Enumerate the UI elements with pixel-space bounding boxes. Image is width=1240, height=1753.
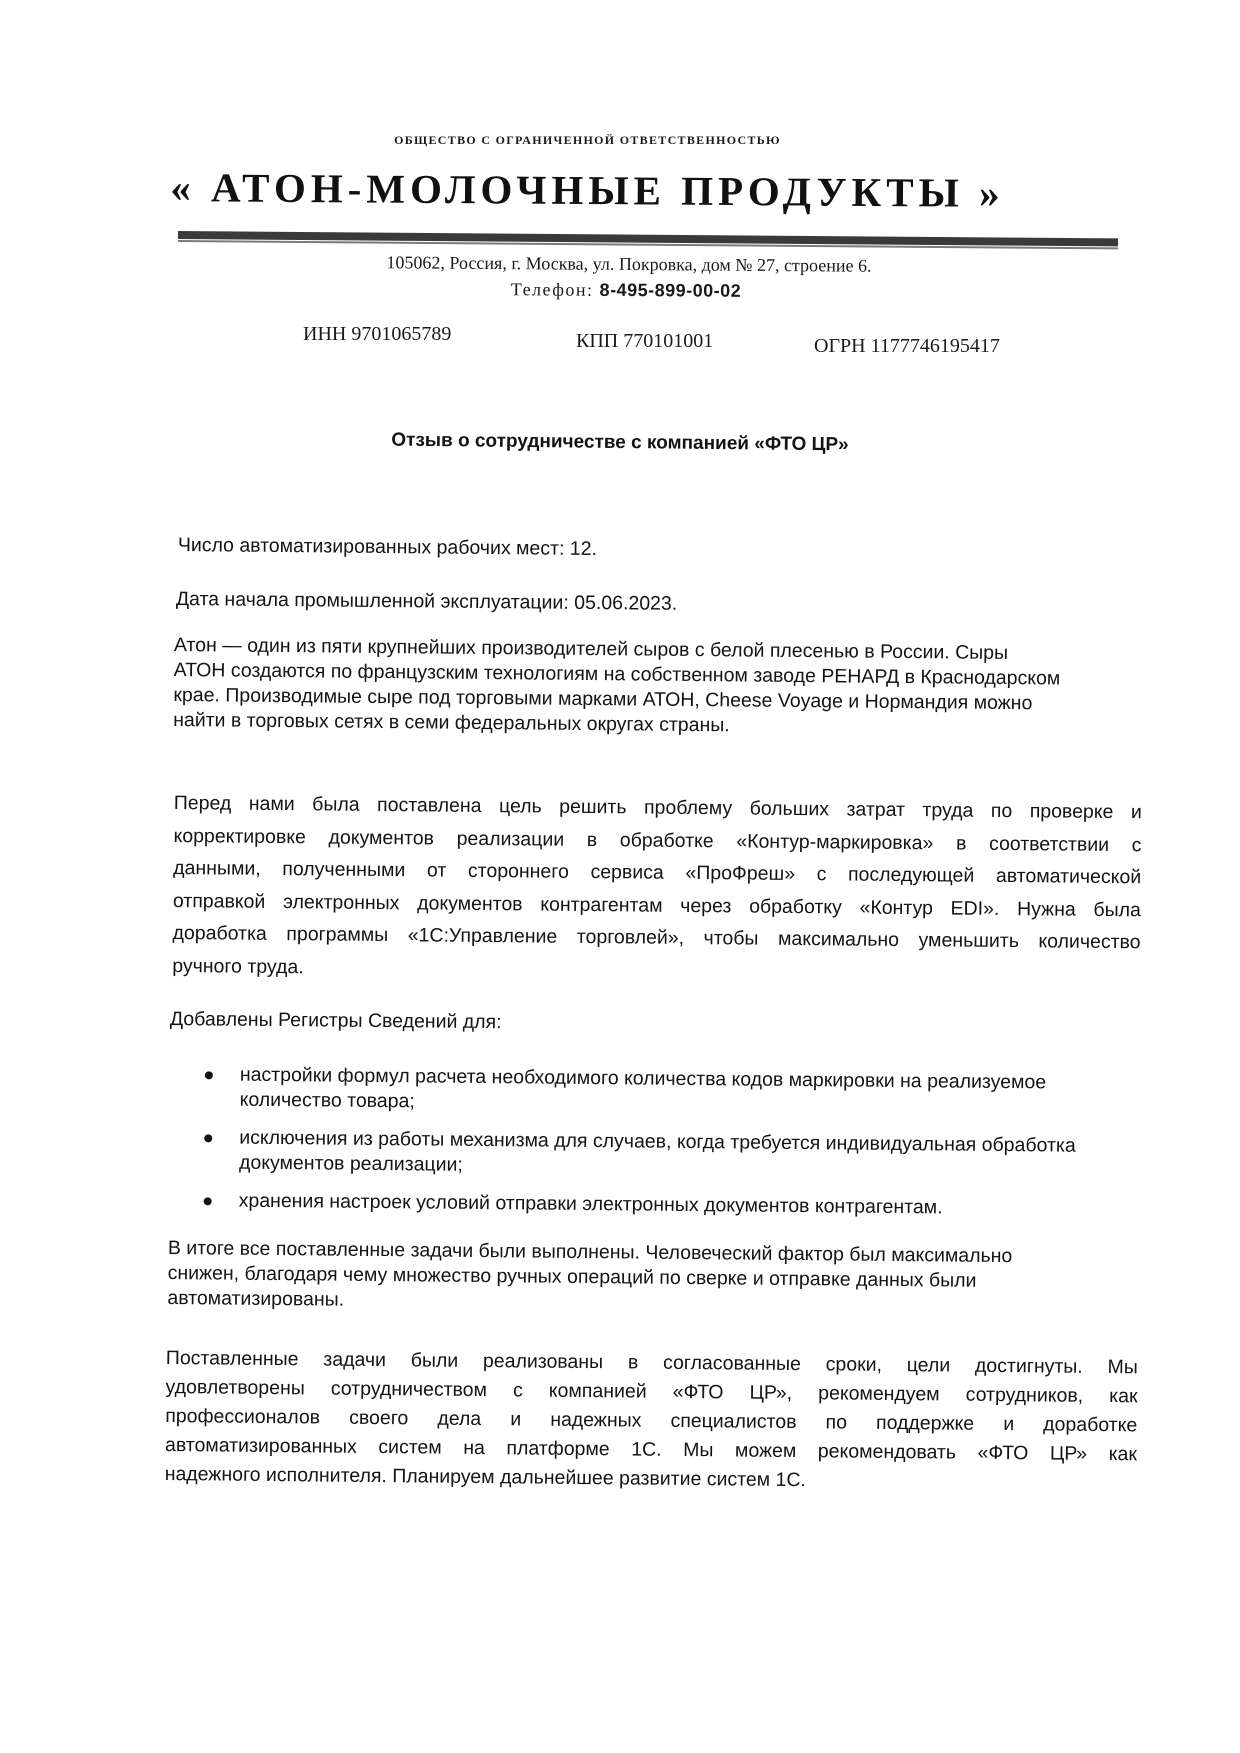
document-title: Отзыв о сотрудничестве с компанией «ФТО ЦР» xyxy=(391,429,849,456)
paragraph-line: профессионалов своего дела и надежных специалистов по поддержке и доработке xyxy=(165,1404,1138,1437)
paragraph-line: ручного труда. xyxy=(172,954,304,978)
bullet-icon xyxy=(205,1071,213,1079)
paragraph-about-aton xyxy=(173,633,1174,743)
paragraph-line: Перед нами была поставлена цель решить проблему больших затрат труда по проверке и xyxy=(173,791,1142,824)
paragraph-line: автоматизированных систем на платформе 1С. Мы можем рекомендовать «ФТО ЦР» как xyxy=(164,1433,1138,1466)
list-item xyxy=(171,1125,1143,1184)
organization-legal-form: ОБЩЕСТВО С ОГРАНИЧЕННОЙ ОТВЕТСТВЕННОСТЬЮ xyxy=(394,133,781,147)
paragraph-line: отправкой электронных документов контрагентам через обработку «Контур EDI». Нужна была xyxy=(172,889,1141,921)
paragraph-line: автоматизированы. xyxy=(167,1286,345,1311)
phone-label: Телефон: xyxy=(510,279,594,300)
paragraph-result xyxy=(167,1236,1128,1320)
paragraph-line: В итоге все поставленные задачи были выполнены. Человеческий фактор был максимально xyxy=(167,1237,1013,1268)
paragraph-line: данными, полученными от стороннего сервиса «ПроФреш» с последующей автоматической xyxy=(173,856,1142,889)
paragraph-conclusion xyxy=(165,1344,1138,1498)
list-item-text: хранения настроек условий отправки электронных документов контрагентам. xyxy=(238,1189,943,1219)
paragraph-line: корректировке документов реализации в обработке «Контур-маркировка» в соответствии с xyxy=(173,824,1142,856)
organization-address: 105062, Россия, г. Москва, ул. Покровка, дом № 27, строение 6. xyxy=(386,252,872,276)
paragraph-goal xyxy=(172,787,1142,991)
paragraph-line: Поставленные задачи были реализованы в согласованные сроки, цели достигнуты. Мы xyxy=(165,1346,1138,1379)
paragraph-line: доработка программы «1С:Управление торговлей», чтобы максимально уменьшить количество xyxy=(172,921,1141,954)
paragraph-line: Атон — один из пяти крупнейших производителей сыров с белой плесенью в России. Сыры xyxy=(173,633,1009,665)
bullet-icon xyxy=(204,1134,212,1142)
phone-value: 8-495-899-00-02 xyxy=(599,279,742,301)
registers-list xyxy=(171,1062,1144,1222)
letterhead-divider xyxy=(178,231,1118,246)
paragraph-line: АТОН создаются по французским технологиям на собственном заводе РЕНАРД в Краснодарском xyxy=(173,658,1061,690)
paragraph-line: надежного исполнителя. Планируем дальнейшее развитие систем 1С. xyxy=(164,1462,807,1492)
bullet-icon xyxy=(204,1197,212,1205)
paragraph-line: найти в торговых сетях в семи федеральных округах страны. xyxy=(173,708,730,737)
ogrn-number: ОГРН 1177746195417 xyxy=(814,335,1000,357)
registers-intro: Добавлены Регистры Сведений для: xyxy=(169,1007,502,1034)
paragraph-line: удовлетворены сотрудничеством с компанией «ФТО ЦР», рекомендуем сотрудников, как xyxy=(165,1375,1138,1408)
start-date: Дата начала промышленной эксплуатации: 05.06.2023. xyxy=(175,587,678,615)
list-item-text: исключения из работы механизма для случаев, когда требуется индивидуальная обработка документов реализации; xyxy=(238,1126,1076,1176)
paragraph-line: крае. Производимые сыре под торговыми марками АТОН, Cheese Voyage и Нормандия можно xyxy=(173,683,1033,715)
list-item xyxy=(171,1188,1143,1222)
organization-name: « АТОН-МОЛОЧНЫЕ ПРОДУКТЫ » xyxy=(170,164,1005,216)
inn-number: ИНН 9701065789 xyxy=(303,323,452,345)
organization-phone xyxy=(0,276,1240,306)
workstations-count: Число автоматизированных рабочих мест: 12. xyxy=(177,533,598,561)
list-item xyxy=(172,1062,1144,1121)
list-item-text: настройки формул расчета необходимого количества кодов маркировки на реализуемое количество товара; xyxy=(239,1063,1047,1113)
paragraph-line: снижен, благодаря чему множество ручных операций по сверке и отправке данных были xyxy=(167,1261,977,1292)
kpp-number: КПП 770101001 xyxy=(576,330,714,352)
